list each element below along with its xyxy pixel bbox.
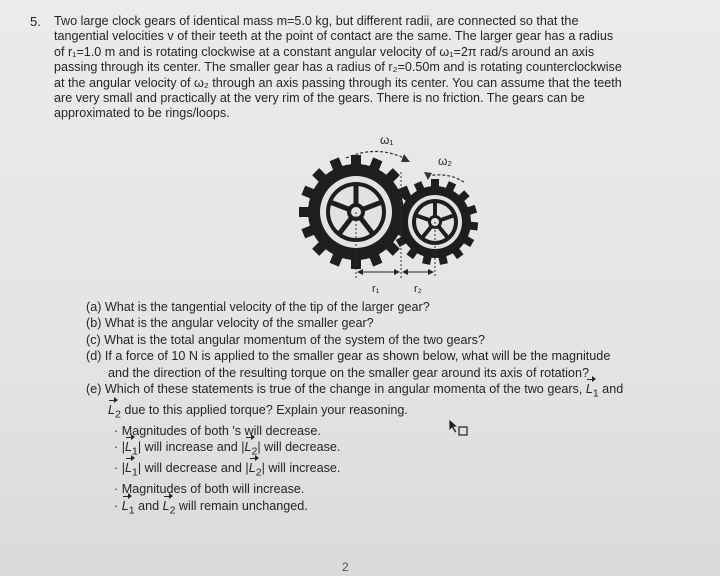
part-e-line1	[86, 381, 686, 402]
subscript: 2	[251, 445, 258, 458]
bullet: ·	[114, 423, 119, 438]
option-pre: |	[121, 461, 125, 476]
option-mid: and	[134, 498, 163, 513]
option-4	[86, 481, 686, 497]
problem-line: approximated to be rings/loops.	[54, 106, 230, 121]
page-number: 2	[342, 560, 349, 574]
subscript: 1	[592, 387, 599, 400]
subscript: 2	[115, 408, 121, 421]
omega1-label: ω₁	[380, 133, 394, 147]
subscript: 1	[132, 466, 138, 479]
subscript: 2	[255, 466, 262, 479]
subscript: 2	[169, 504, 176, 517]
option-end: | will decrease.	[257, 440, 341, 455]
option-text: Magnitudes of both 's will decrease.	[121, 423, 321, 438]
problem-line: tangential velocities v of their teeth at the point of contact are the same. The larger gear has a radius	[54, 29, 614, 44]
option-text: Magnitudes of both will increase.	[121, 482, 305, 497]
problem-statement	[54, 14, 664, 122]
part-b: (b) What is the angular velocity of the smaller gear?	[86, 316, 374, 331]
problem-line: of r₁=1.0 m and is rotating clockwise at a constant angular velocity of ω₁=2π rad/s around an axis	[54, 44, 595, 59]
subscript: 1	[132, 445, 138, 458]
vector-l2: L	[162, 498, 170, 513]
part-d-line2: and the direction of the resulting torque on the smaller gear around its axis of rotation?	[108, 365, 589, 380]
vector-l2: L	[248, 461, 256, 476]
problem-line: at the angular velocity of ω₂ through an axis passing through its center. You can assume that the teeth	[54, 75, 622, 90]
gears-diagram	[258, 132, 498, 298]
question-number: 5.	[30, 14, 41, 29]
option-2	[86, 439, 686, 460]
r2-label: r₂	[414, 283, 422, 295]
r1-arrowhead-left	[357, 269, 363, 275]
option-end: | will increase.	[261, 461, 341, 476]
mouse-pointer-icon	[447, 418, 469, 438]
vector-l2: L	[244, 440, 252, 455]
r2-arrowhead-left	[402, 269, 408, 275]
bullet: ·	[114, 482, 119, 497]
part-a: (a) What is the tangential velocity of the tip of the larger gear?	[86, 300, 430, 314]
omega2-label: ω₂	[438, 154, 453, 168]
bullet: ·	[114, 461, 119, 476]
small-gear	[392, 179, 478, 265]
question-parts	[86, 299, 686, 518]
option-1	[86, 423, 686, 439]
problem-line: Two large clock gears of identical mass m=5.0 kg, but different radii, are connected so that the	[54, 14, 579, 28]
bullet: ·	[114, 440, 119, 455]
omega1-arrowhead	[401, 154, 410, 162]
part-e-text: (e) Which of these statements is true of the change in angular momenta of the two gears,	[86, 382, 583, 397]
vector-l1: L	[124, 440, 132, 455]
vector-l1: L	[121, 498, 129, 513]
part-e-and: and	[598, 382, 624, 397]
part-c: (c) What is the total angular momentum of the system of the two gears?	[86, 332, 485, 347]
vector-l1: L	[585, 382, 593, 397]
option-end: will remain unchanged.	[175, 498, 308, 513]
vector-l2: L	[108, 402, 116, 417]
part-e-line2	[86, 402, 686, 423]
option-mid: | will decrease and |	[137, 461, 249, 476]
r2-arrowhead-right	[428, 269, 434, 275]
problem-line: passing through its center. The smaller gear has a radius of r₂=0.50m and is rotating counterclockwise	[54, 60, 622, 75]
r1-arrowhead-right	[394, 269, 400, 275]
part-e-text2: due to this applied torque? Explain your reasoning.	[120, 402, 408, 417]
problem-line: are very small and practically at the very rim of the gears. There is no friction. The gears can be	[54, 91, 585, 106]
option-5	[86, 498, 686, 519]
subscript: 1	[128, 504, 135, 517]
option-mid: | will increase and |	[137, 440, 245, 455]
part-d-line1: (d) If a force of 10 N is applied to the smaller gear as shown below, what will be the magnitude	[86, 349, 611, 364]
option-3	[86, 460, 686, 481]
omega2-arrowhead	[424, 172, 432, 180]
option-pre: |	[121, 440, 125, 455]
bullet: ·	[114, 498, 119, 513]
vector-l1: L	[124, 461, 132, 476]
r1-label: r₁	[372, 283, 380, 295]
